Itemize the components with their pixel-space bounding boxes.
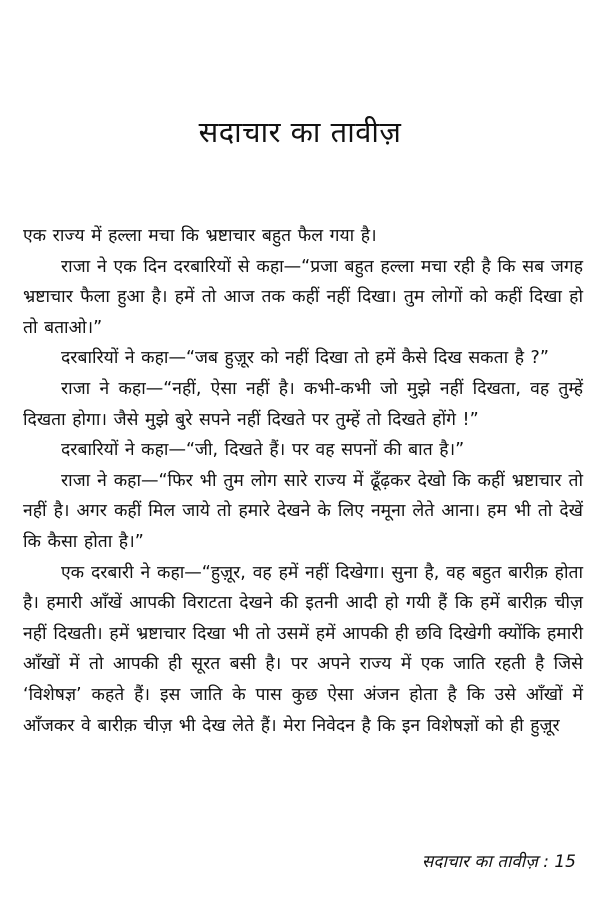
paragraph: राजा ने कहा—“नहीं, ऐसा नहीं है। कभी-कभी जो मुझे नहीं दिखता, वह तुम्हें दिखता होगा। जैसे मुझे बुरे सपने नहीं दिखते पर तुम्हें तो दिखते होंगे !”: [23, 378, 583, 430]
paragraph: दरबारियों ने कहा—“जब हुज़ूर को नहीं दिखा तो हमें कैसे दिख सकता है ?”: [61, 348, 549, 369]
paragraph: एक राज्य में हल्ला मचा कि भ्रष्टाचार बहुत फैल गया है।: [23, 226, 377, 246]
chapter-body: [23, 221, 583, 741]
paragraph: दरबारियों ने कहा—“जी, दिखते हैं। पर वह सपनों की बात है।”: [61, 440, 465, 461]
chapter-title: सदाचार का तावीज़: [198, 115, 402, 149]
paragraph: राजा ने कहा—“फिर भी तुम लोग सारे राज्य में ढूँढ़कर देखो कि कहीं भ्रष्टाचार तो नहीं है। अगर कहीं मिल जाये तो हमारे देखने के लिए नमूना लेते आना। हम भी तो देखें कि कैसा होता है।”: [23, 470, 583, 552]
paragraph: राजा ने एक दिन दरबारियों से कहा—“प्रजा बहुत हल्ला मचा रही है कि सब जगह भ्रष्टाचार फैला हुआ है। हमें तो आज तक कहीं नहीं दिखा। तुम लोगों को कहीं दिखा हो तो बताओ।”: [23, 256, 583, 338]
paragraph: एक दरबारी ने कहा—“हुज़ूर, वह हमें नहीं दिखेगा। सुना है, वह बहुत बारीक़ होता है। हमारी आँखें आपकी विराटता देखने की इतनी आदी हो गयी हैं कि हमें बारीक़ चीज़ नहीं दिखती। हमें भ्रष्टाचार दिखा भी तो उसमें हमें आपकी ही छवि दिखेगी क्योंकि हमारी आँखों में तो आपकी ही सूरत बसी है। पर अपने राज्य में एक जाति रहती है जिसे ‘विशेषज्ञ’ कहते हैं। इस जाति के पास कुछ ऐसा अंजन होता है कि उसे आँखों में आँजकर वे बारीक़ चीज़ भी देख लेते हैं। मेरा निवेदन है कि इन विशेषज्ञों को ही हुज़ूर: [23, 562, 583, 736]
running-footer: सदाचार का तावीज़ : 15: [421, 852, 576, 872]
